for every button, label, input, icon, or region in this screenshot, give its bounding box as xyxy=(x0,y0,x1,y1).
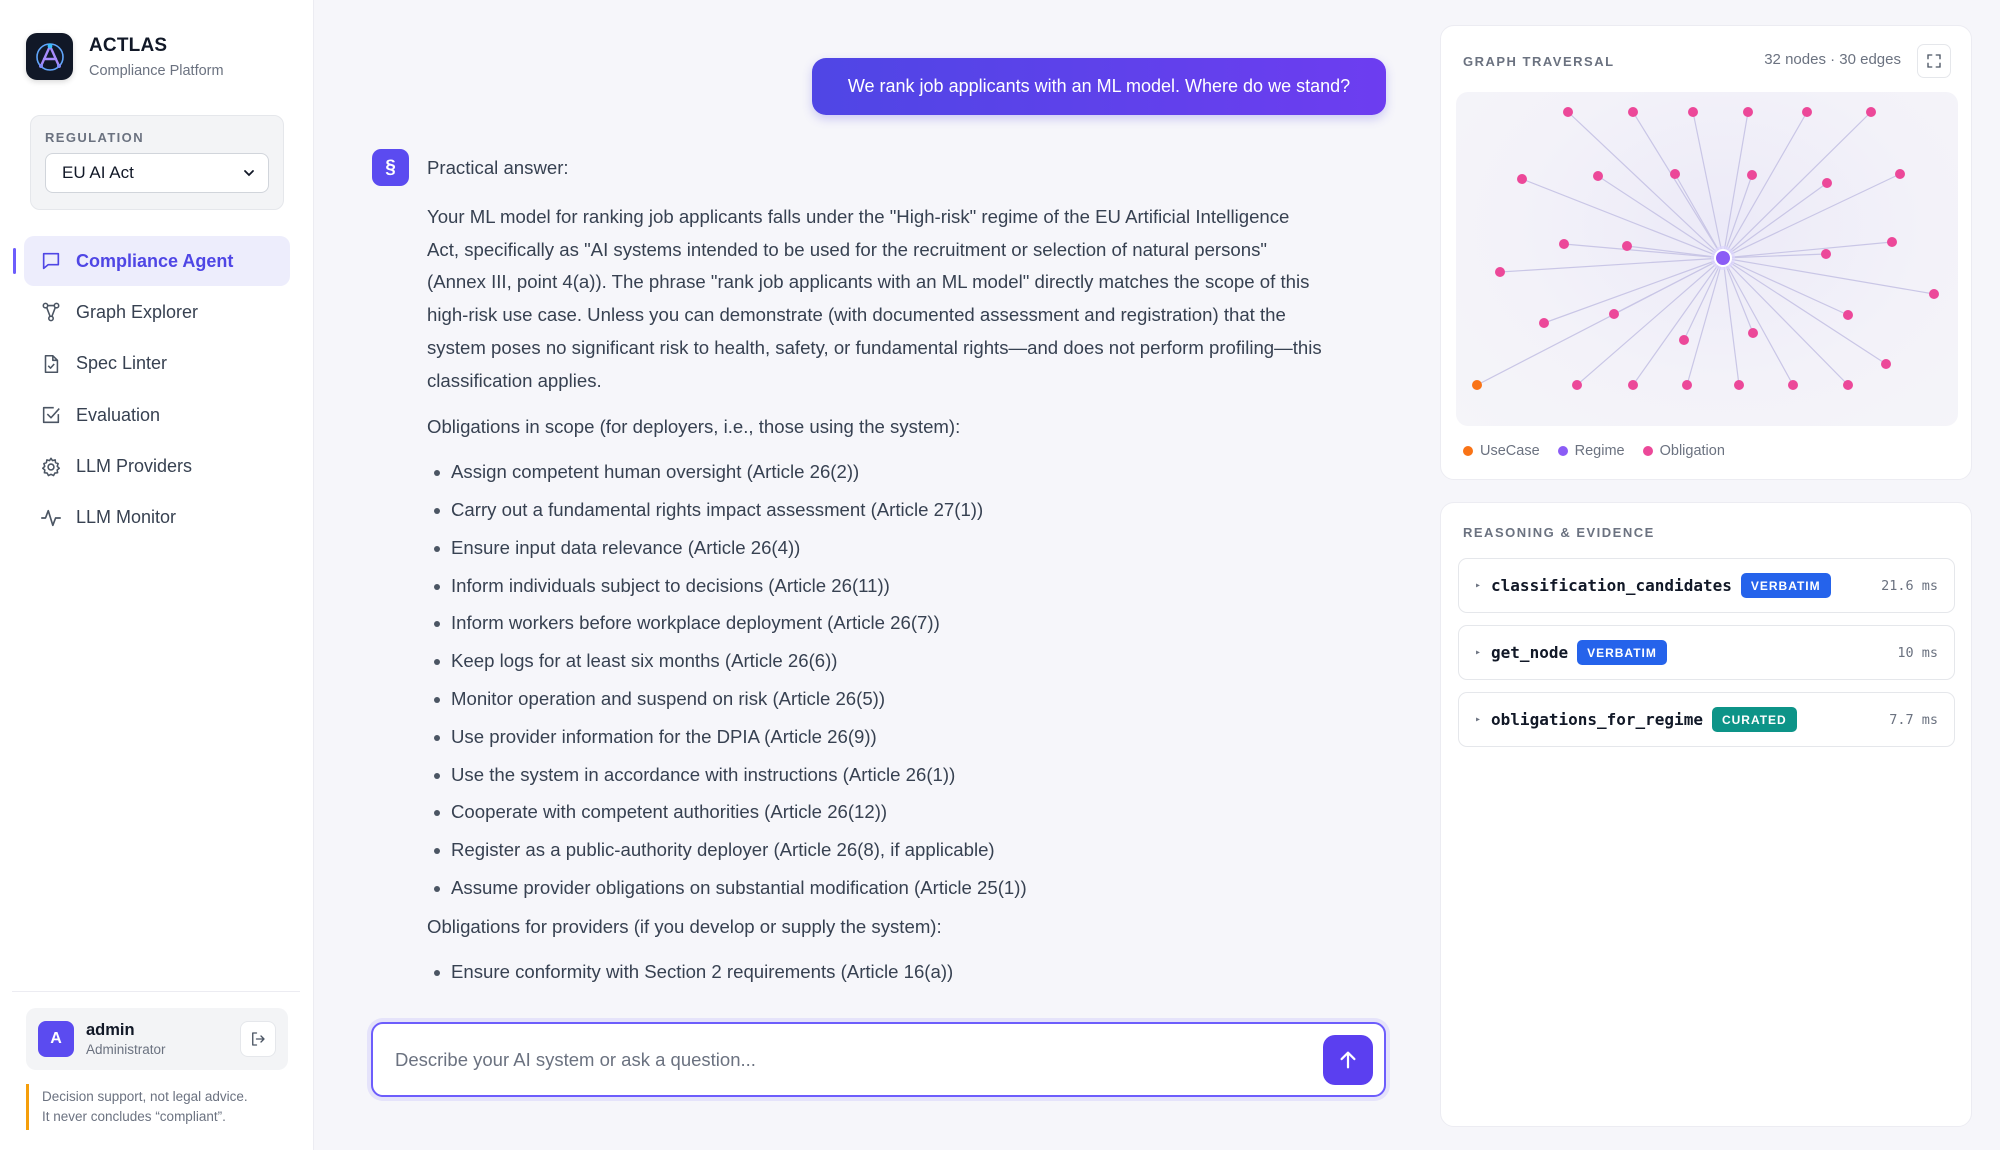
sidebar-divider xyxy=(12,991,300,992)
file-check-icon xyxy=(40,353,62,375)
nav-item-llm-monitor[interactable] xyxy=(24,493,290,543)
logout-button[interactable] xyxy=(240,1021,276,1057)
caret-right-icon: ▸ xyxy=(1475,647,1482,658)
legend-dot xyxy=(1558,446,1568,456)
graph-node-obligation xyxy=(1747,170,1757,180)
scroll-fade xyxy=(360,985,1410,1025)
avatar: A xyxy=(38,1021,74,1057)
graph-edge xyxy=(1598,176,1723,258)
nav-label: Graph Explorer xyxy=(76,301,199,322)
expand-icon xyxy=(1925,52,1943,70)
evidence-row-classification-candidates[interactable] xyxy=(1458,558,1955,613)
graph-node-obligation xyxy=(1628,380,1638,390)
graph-node-obligation xyxy=(1843,310,1853,320)
legend-item-usecase xyxy=(1463,443,1540,459)
graph-panel-title: GRAPH TRAVERSAL xyxy=(1463,54,1615,69)
legend-dot xyxy=(1463,446,1473,456)
graph-edge xyxy=(1723,183,1827,258)
graph-node-obligation xyxy=(1679,335,1689,345)
checkbox-icon xyxy=(40,404,62,426)
graph-node-obligation xyxy=(1670,169,1680,179)
graph-node-edge-count: 32 nodes · 30 edges xyxy=(1764,51,1901,68)
answer-lead: Practical answer: xyxy=(427,157,569,178)
main-nav xyxy=(24,236,290,544)
legend-label: Regime xyxy=(1574,443,1625,459)
source-badge: VERBATIM xyxy=(1577,640,1667,665)
graph-node-obligation xyxy=(1609,309,1619,319)
graph-node-obligation xyxy=(1495,267,1505,277)
paragraph-line: Your ML model for ranking job applicants falls under the "High-risk" regime of the EU Artificial Intelligence xyxy=(427,206,1290,227)
source-badge: VERBATIM xyxy=(1741,573,1831,598)
agent-answer xyxy=(427,154,1389,1009)
graph-node-obligation xyxy=(1866,107,1876,117)
graph-node-obligation xyxy=(1539,318,1549,328)
graph-node-obligation xyxy=(1572,380,1582,390)
user-message-bubble: We rank job applicants with an ML model. Where do we stand? xyxy=(812,58,1386,115)
answer-paragraph xyxy=(427,201,1389,397)
graph-node-obligation xyxy=(1887,237,1897,247)
evidence-row-obligations-for-regime[interactable] xyxy=(1458,692,1955,747)
paragraph-line: Act, specifically as "AI systems intended to be used for the recruitment or selection of natural persons" xyxy=(427,238,1267,260)
tool-call-duration: 21.6 ms xyxy=(1881,577,1938,594)
paragraph-line: classification applies. xyxy=(427,369,602,391)
tool-call-duration: 10 ms xyxy=(1897,644,1938,661)
list-item: Use provider information for the DPIA (Article 26(9)) xyxy=(427,723,1389,751)
list-item: Inform individuals subject to decisions (Article 26(11)) xyxy=(427,572,1389,600)
graph-node-obligation xyxy=(1628,107,1638,117)
disclaimer-line: It never concludes “compliant”. xyxy=(42,1109,226,1124)
graph-node-obligation xyxy=(1748,328,1758,338)
nav-item-graph-explorer[interactable] xyxy=(24,287,290,337)
list-item: Keep logs for at least six months (Article 26(6)) xyxy=(427,647,1389,675)
sidebar xyxy=(0,0,314,1150)
disclaimer-line: Decision support, not legal advice. xyxy=(42,1089,248,1104)
expand-button[interactable] xyxy=(1917,44,1951,78)
gear-icon xyxy=(40,456,62,478)
paragraph-line: (Annex III, point 4(a)). The phrase "rank job applicants with an ML model" directly matches the scope of this xyxy=(427,271,1310,293)
graph-edge xyxy=(1723,242,1892,258)
graph-node-obligation xyxy=(1622,241,1632,251)
graph-icon xyxy=(40,301,62,323)
graph-edge xyxy=(1564,244,1723,258)
graph-legend xyxy=(1463,443,1743,459)
graph-node-regime xyxy=(1715,250,1731,266)
graph-edge xyxy=(1723,258,1848,385)
list-item: Ensure conformity with Section 2 requirements (Article 16(a)) xyxy=(427,958,1389,986)
nav-item-spec-linter[interactable] xyxy=(24,339,290,389)
provider-obligations-list xyxy=(427,958,1389,986)
logout-icon xyxy=(249,1030,267,1048)
graph-edge xyxy=(1723,174,1900,258)
providers-heading: Obligations for providers (if you develop or supply the system): xyxy=(427,915,942,937)
legend-item-regime xyxy=(1558,443,1625,459)
tool-call-duration: 7.7 ms xyxy=(1889,711,1938,728)
user-name: admin xyxy=(86,1021,135,1039)
paragraph-line: high-risk use case. Unless you can demonstrate (with documented assessment and registration) that the xyxy=(427,304,1286,326)
list-item: Register as a public-authority deployer (Article 26(8), if applicable) xyxy=(427,836,1389,864)
graph-node-obligation xyxy=(1929,289,1939,299)
user-card xyxy=(26,1008,288,1070)
graph-edge xyxy=(1477,258,1723,385)
graph-edge xyxy=(1693,112,1723,258)
activity-icon xyxy=(40,507,62,529)
chevron-down-icon xyxy=(242,166,256,180)
graph-node-obligation xyxy=(1821,249,1831,259)
graph-node-usecase xyxy=(1472,380,1482,390)
list-item: Assume provider obligations on substantial modification (Article 25(1)) xyxy=(427,874,1389,902)
graph-node-obligation xyxy=(1743,107,1753,117)
list-item: Use the system in accordance with instructions (Article 26(1)) xyxy=(427,761,1389,789)
list-item: Ensure input data relevance (Article 26(4)) xyxy=(427,534,1389,562)
list-item: Cooperate with competent authorities (Article 26(12)) xyxy=(427,798,1389,826)
graph-edge xyxy=(1723,258,1934,294)
nav-item-llm-providers[interactable] xyxy=(24,442,290,492)
graph-edge xyxy=(1568,112,1723,258)
caret-right-icon: ▸ xyxy=(1475,580,1482,591)
graph-traversal-panel xyxy=(1440,25,1972,480)
graph-svg xyxy=(1456,92,1958,426)
graph-canvas[interactable] xyxy=(1456,92,1958,426)
deployers-heading: Obligations in scope (for deployers, i.e., those using the system): xyxy=(427,416,961,438)
legend-label: UseCase xyxy=(1480,443,1540,459)
graph-edge xyxy=(1723,175,1752,258)
nav-label: Evaluation xyxy=(76,404,161,425)
message-input[interactable] xyxy=(395,1049,1323,1071)
app-name: ACTLAS xyxy=(89,34,168,56)
nav-label: LLM Providers xyxy=(76,456,193,477)
send-button[interactable] xyxy=(1323,1035,1373,1085)
nav-label: Spec Linter xyxy=(76,353,168,374)
evidence-panel-title: REASONING & EVIDENCE xyxy=(1463,525,1655,540)
app-subtitle: Compliance Platform xyxy=(89,62,224,79)
list-item: Carry out a fundamental rights impact assessment (Article 27(1)) xyxy=(427,496,1389,524)
graph-node-obligation xyxy=(1682,380,1692,390)
graph-node-obligation xyxy=(1788,380,1798,390)
chat-icon xyxy=(40,250,62,272)
list-item: Inform workers before workplace deployment (Article 26(7)) xyxy=(427,609,1389,637)
nav-label: Compliance Agent xyxy=(76,250,234,271)
arrow-up-icon xyxy=(1337,1049,1359,1071)
graph-node-obligation xyxy=(1822,178,1832,188)
graph-edge xyxy=(1723,112,1871,258)
graph-edge xyxy=(1723,258,1886,364)
graph-node-obligation xyxy=(1563,107,1573,117)
caret-right-icon: ▸ xyxy=(1475,714,1482,725)
graph-node-obligation xyxy=(1593,171,1603,181)
nav-item-evaluation[interactable] xyxy=(24,390,290,440)
composer xyxy=(371,1022,1386,1097)
graph-node-obligation xyxy=(1734,380,1744,390)
tool-call-name: classification_candidates xyxy=(1491,576,1732,595)
user-role: Administrator xyxy=(86,1042,166,1057)
paragraph-line: system poses no significant risk to health, safety, or fundamental rights—and does not perform profiling—this xyxy=(427,336,1322,358)
graph-node-obligation xyxy=(1802,107,1812,117)
nav-label: LLM Monitor xyxy=(76,507,177,528)
agent-avatar-icon: § xyxy=(372,149,409,186)
graph-edge xyxy=(1675,174,1723,258)
app-logo-icon xyxy=(26,33,73,80)
source-badge: CURATED xyxy=(1712,707,1797,732)
regulation-selected-value: EU AI Act xyxy=(62,163,134,182)
legend-label: Obligation xyxy=(1659,443,1725,459)
list-item: Assign competent human oversight (Article 26(2)) xyxy=(427,458,1389,486)
deployer-obligations-list xyxy=(427,458,1389,902)
tool-call-name: get_node xyxy=(1491,643,1569,662)
tool-call-name: obligations_for_regime xyxy=(1491,710,1703,729)
regulation-selector xyxy=(30,115,284,210)
graph-node-obligation xyxy=(1843,380,1853,390)
graph-node-obligation xyxy=(1688,107,1698,117)
list-item: Monitor operation and suspend on risk (Article 26(5)) xyxy=(427,685,1389,713)
disclaimer xyxy=(26,1084,288,1130)
regulation-dropdown[interactable] xyxy=(45,153,269,193)
graph-node-obligation xyxy=(1895,169,1905,179)
brand xyxy=(26,33,224,80)
graph-edge xyxy=(1723,258,1793,385)
graph-node-obligation xyxy=(1517,174,1527,184)
legend-dot xyxy=(1643,446,1653,456)
nav-item-compliance-agent[interactable] xyxy=(24,236,290,286)
graph-node-obligation xyxy=(1881,359,1891,369)
graph-edge xyxy=(1633,258,1723,385)
evidence-row-get-node[interactable] xyxy=(1458,625,1955,680)
reasoning-evidence-panel xyxy=(1440,502,1972,1127)
graph-edge xyxy=(1633,112,1723,258)
regulation-label: REGULATION xyxy=(45,130,144,145)
legend-item-obligation xyxy=(1643,443,1725,459)
graph-node-obligation xyxy=(1559,239,1569,249)
